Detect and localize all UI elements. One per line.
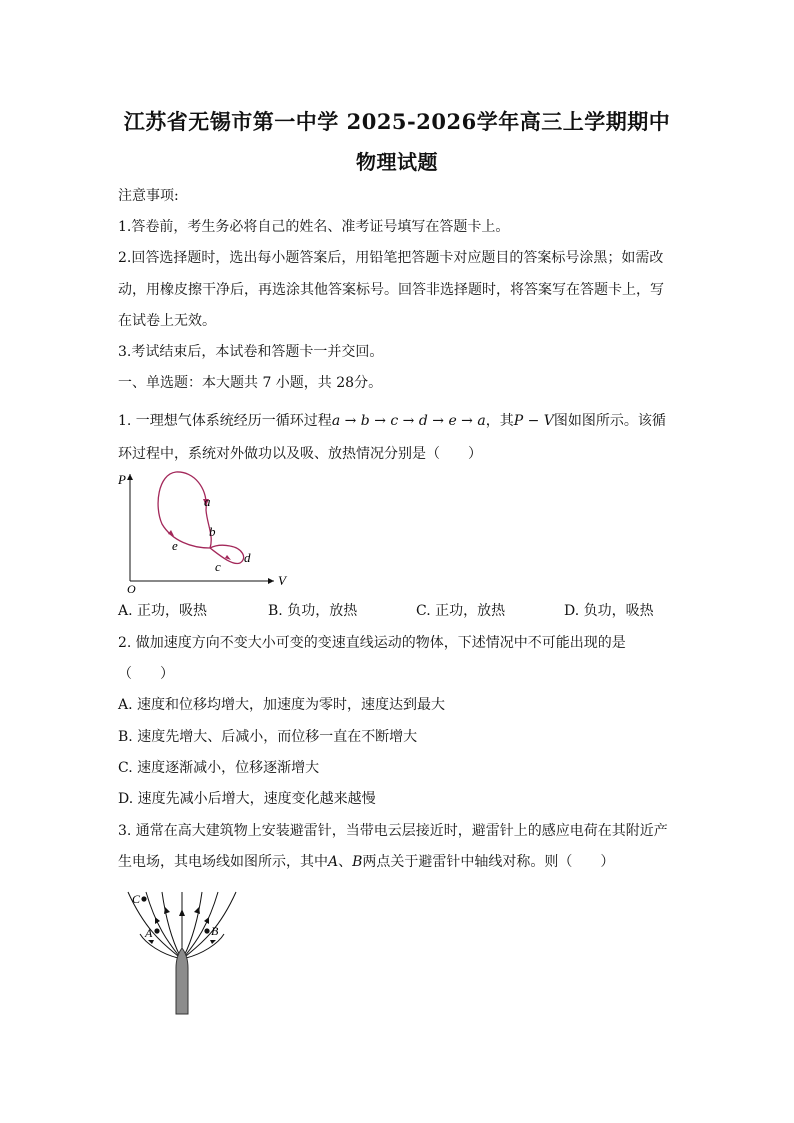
point-b-label: b — [209, 524, 216, 539]
q1-suffix: 图如图所示。该循 — [553, 413, 666, 429]
q3-point-a: A — [328, 854, 339, 870]
arrow-center — [179, 909, 185, 916]
label-a: A — [145, 926, 153, 940]
section-heading: 一、单选题：本大题共 7 小题，共 28分。 — [118, 375, 383, 391]
q1-mid: ，其 — [485, 413, 514, 429]
lightning-rod-field-diagram — [116, 886, 256, 1016]
label-b: B — [211, 924, 219, 938]
q1-option-b[interactable]: B. 负功，放热 — [268, 603, 358, 619]
notes-heading: 注意事项: — [118, 188, 179, 204]
exam-title: 江苏省无锡市第一中学 2025-2026学年高三上学期期中 — [123, 109, 671, 134]
q1-cycle: a → b → c → d → e → a — [331, 413, 486, 429]
q3-sep: 、 — [338, 854, 353, 870]
point-c-dot — [141, 896, 146, 901]
field-line-right-3 — [184, 892, 202, 956]
q2-option-b[interactable]: B. 速度先增大、后减小，而位移一直在不断增大 — [118, 729, 418, 745]
q2-stem-line2: （ ） — [118, 666, 174, 682]
exam-subject: 物理试题 — [356, 150, 438, 174]
pv-diagram — [112, 466, 292, 596]
lightning-rod — [176, 948, 188, 1014]
point-e-label: e — [172, 538, 178, 553]
note-2-line2: 动，用橡皮擦干净后，再选涂其他答案标号。回答非选择题时，将答案写在答题卡上，写 — [118, 282, 664, 298]
q3-point-b: B — [352, 854, 363, 870]
q3-stem-part1: 生电场，其电场线如图所示，其中 — [118, 854, 328, 870]
q3-stem-line2 — [118, 852, 678, 872]
v-axis-label: V — [278, 573, 286, 588]
q2-stem-line1: 2. 做加速度方向不变大小可变的变速直线运动的物体，下述情况中不可能出现的是 — [118, 635, 626, 651]
p-axis-label: P — [118, 472, 126, 487]
q1-stem-line1 — [118, 411, 678, 431]
q2-option-c[interactable]: C. 速度逐渐减小，位移逐渐增大 — [118, 760, 320, 776]
field-line-left-3 — [162, 892, 180, 956]
q1-option-c[interactable]: C. 正功，放热 — [416, 603, 506, 619]
cycle-curve — [158, 472, 244, 564]
q2-option-a[interactable]: A. 速度和位移均增大，加速度为零时，速度达到最大 — [118, 697, 446, 713]
q2-option-d[interactable]: D. 速度先减小后增大，速度变化越来越慢 — [118, 791, 376, 807]
q3-stem-part2: 两点关于避雷针中轴线对称。则（ ） — [362, 854, 615, 870]
point-c-label: c — [215, 559, 221, 574]
note-3: 3.考试结束后，本试卷和答题卡一并交回。 — [118, 344, 384, 360]
label-c: C — [132, 892, 141, 906]
point-a-dot — [154, 928, 159, 933]
point-d-label: d — [244, 550, 251, 565]
point-a-label: a — [204, 494, 211, 509]
arrow-left-3 — [164, 907, 170, 914]
origin-label: O — [127, 582, 136, 596]
note-2-line3: 在试卷上无效。 — [118, 313, 216, 329]
q1-option-a[interactable]: A. 正功，吸热 — [118, 603, 208, 619]
q1-pv: P − V — [513, 413, 554, 429]
note-2-line1: 2.回答选择题时，选出每小题答案后，用铅笔把答题卡对应题目的答案标号涂黑；如需改 — [118, 250, 664, 266]
point-b-dot — [204, 928, 209, 933]
q3-stem-line1: 3. 通常在高大建筑物上安装避雷针，当带电云层接近时，避雷针上的感应电荷在其附近产 — [118, 823, 668, 839]
field-line-left-2 — [146, 892, 179, 956]
q1-prefix: 1. 一理想气体系统经历一循环过程 — [118, 413, 332, 429]
arrow-right-3 — [194, 907, 200, 914]
note-1: 1.答卷前，考生务必将自己的姓名、准考证号填写在答题卡上。 — [118, 219, 510, 235]
q1-option-d[interactable]: D. 负功，吸热 — [564, 603, 654, 619]
q1-stem-line2: 环过程中，系统对外做功以及吸、放热情况分别是（ ） — [118, 446, 482, 462]
